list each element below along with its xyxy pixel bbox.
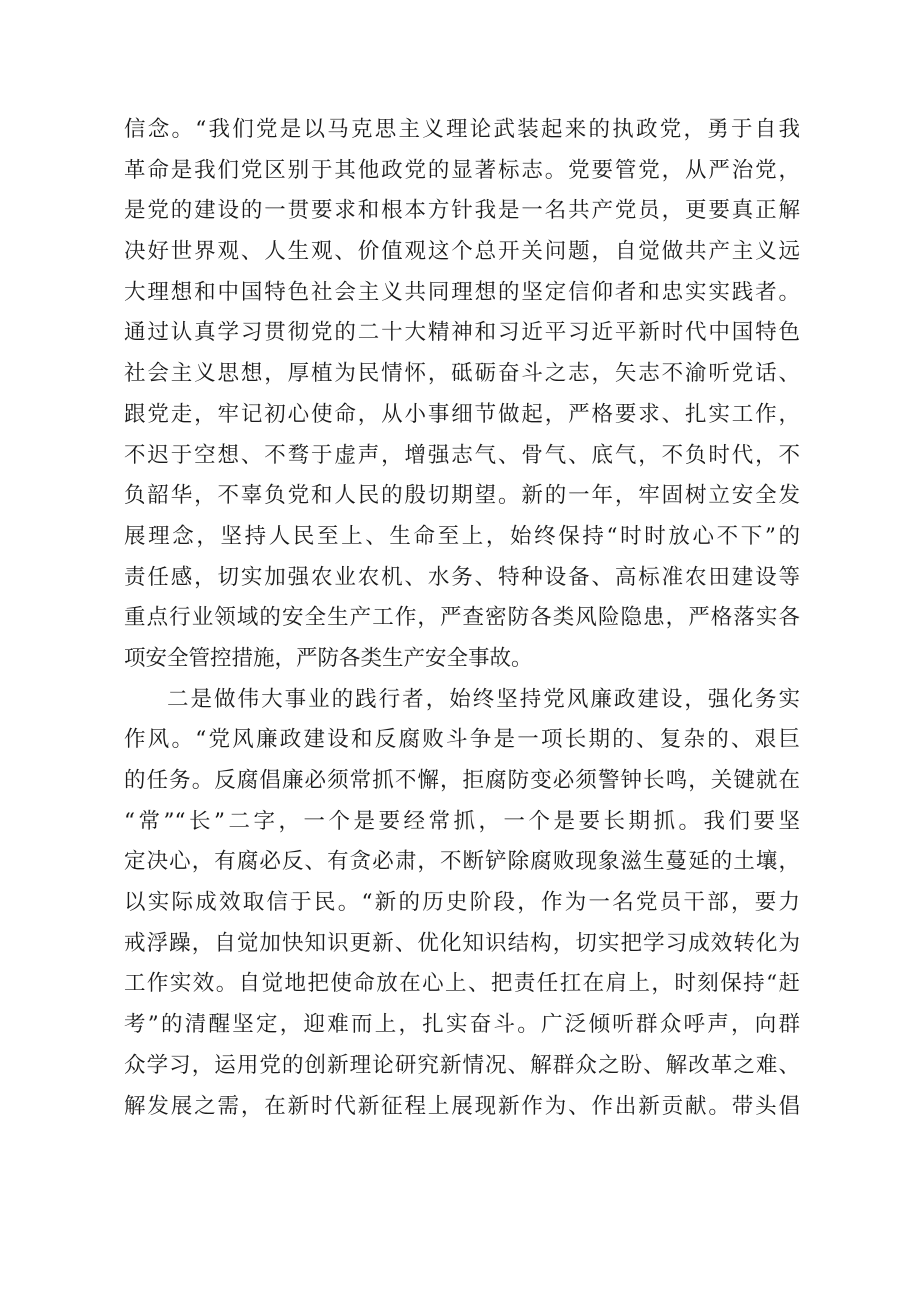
paragraph-2: [124, 680, 800, 1128]
text-line: 负韶华，不辜负党和人民的殷切期望。新的一年，牢固树立安全发: [124, 483, 800, 509]
text-line: 的任务。反腐倡廉必须常抓不懈，拒腐防变必须警钟长鸣，关键就在: [124, 768, 800, 793]
text-line: 考”的清醒坚定，迎难而上，扎实奋斗。广泛倾听群众呼声，向群: [124, 1012, 800, 1038]
text-line: 责任感，切实加强农业农机、水务、特种设备、高标准农田建设等: [124, 564, 800, 590]
text-line: 不迟于空想、不骛于虚声，增强志气、骨气、底气，不负时代，不: [124, 442, 800, 468]
text-line: 解发展之需，在新时代新征程上展现新作为、作出新贡献。带头倡: [124, 1093, 800, 1119]
text-line: 展理念，坚持人民至上、生命至上，始终保持“时时放心不下”的: [124, 523, 800, 549]
text-line: 通过认真学习贯彻党的二十大精神和习近平习近平新时代中国特色: [124, 320, 800, 346]
text-line: 社会主义思想，厚植为民情怀，砥砺奋斗之志，矢志不渝听党话、: [124, 361, 800, 387]
text-line: 二是做伟大事业的践行者，始终坚持党风廉政建设，强化务实: [167, 686, 800, 712]
text-line: 以实际成效取信于民。“新的历史阶段，作为一名党员干部，要力: [124, 890, 800, 916]
text-line: 作风。“党风廉政建设和反腐败斗争是一项长期的、复杂的、艰巨: [124, 727, 800, 753]
text-line: 重点行业领域的安全生产工作，严查密防各类风险隐患，严格落实各: [124, 605, 800, 631]
text-line: 决好世界观、人生观、价值观这个总开关问题，自觉做共产主义远: [124, 239, 800, 265]
text-line: 大理想和中国特色社会主义共同理想的坚定信仰者和忠实实践者。: [124, 279, 800, 305]
text-line: 定决心，有腐必反、有贪必肃，不断铲除腐败现象滋生蔓延的土壤，: [124, 849, 800, 875]
text-line: 众学习，运用党的创新理论研究新情况、解群众之盼、解改革之难、: [124, 1052, 800, 1078]
text-line: 是党的建设的一贯要求和根本方针我是一名共产党员，更要真正解: [124, 198, 800, 224]
body-text: [124, 110, 800, 1127]
text-line: 信念。“我们党是以马克思主义理论武装起来的执政党，勇于自我: [124, 117, 800, 142]
text-line: 革命是我们党区别于其他政党的显著标志。党要管党，从严治党，: [124, 157, 800, 183]
text-line: 跟党走，牢记初心使命，从小事细节做起，严格要求、扎实工作，: [124, 401, 800, 427]
paragraph-1: [124, 110, 800, 680]
text-line: 戒浮躁，自觉加快知识更新、优化知识结构，切实把学习成效转化为: [124, 930, 800, 956]
text-line: “常”“长”二字，一个是要经常抓，一个是要长期抓。我们要坚: [124, 808, 800, 834]
text-line: 工作实效。自觉地把使命放在心上、把责任扛在肩上，时刻保持“赶: [124, 971, 800, 997]
text-line: 项安全管控措施，严防各类生产安全事故。: [124, 645, 533, 671]
